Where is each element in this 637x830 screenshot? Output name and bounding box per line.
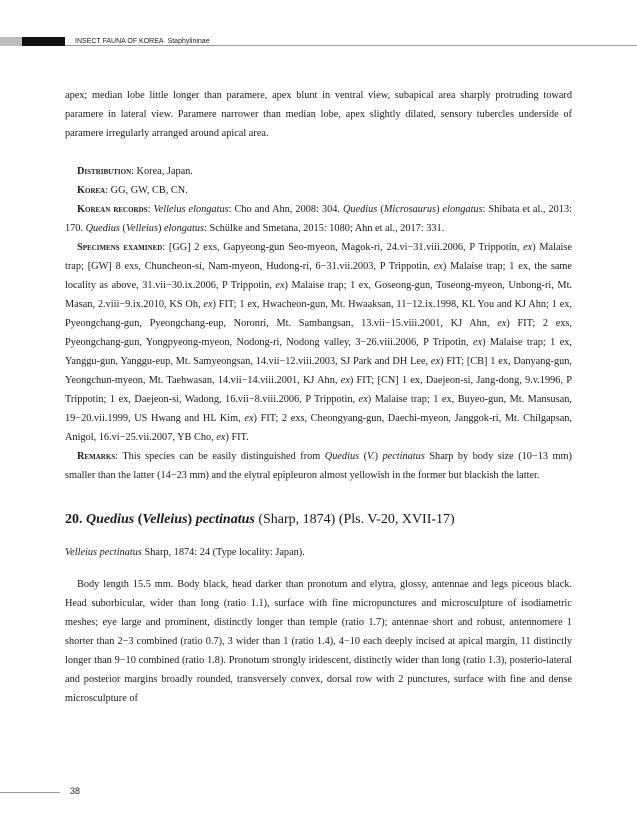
running-header-subtitle: Staphylininae (167, 38, 210, 45)
distribution-paragraph: Distribution: Korea, Japan. (77, 166, 193, 177)
header-black-block (22, 37, 65, 46)
species-heading: 20. Quedius (Velleius) pectinatus (Sharp, 1874) (Pls. V-20, XVII-17) (65, 512, 455, 527)
description-paragraph: Body length 15.5 mm. Body black, head darker than pronotum and elytra, glossy, antennae and legs piceous black. Head suborbicular, wider than long (ratio 1.1), surface with fine micropunctures and microsculpture of isodiametric meshes; eye large and prominent, distinctly longer than temple (ratio 1.7); antennae short and robust, antennomere 1 shorter than 2−3 combined (ratio 0.7), 3 wider than 1 (ratio 1.4), 4−10 each deeply incised at apical margin, 11 distinctly longer than 9−10 combined (ratio 1.8). Pronotum strongly iridescent, distinctly wider than long (ratio 1.3), posterio-lateral and posterior margins broadly rounded, transversely convex, dorsal row with 2 punctures, surface with fine and dense microsculpture of (65, 579, 572, 704)
remarks-label: Remarks (77, 451, 116, 462)
page-content (65, 86, 572, 708)
running-header-title: INSECT FAUNA OF KOREA (75, 38, 164, 45)
korea-label: Korea (77, 185, 106, 196)
running-header (75, 37, 210, 46)
synonym-name: Velleius pectinatus (65, 547, 142, 558)
species-authority: (Sharp, 1874) (Pls. V-20, XVII-17) (254, 512, 455, 527)
distribution-label: Distribution (77, 166, 132, 177)
page-number: 38 (70, 786, 81, 796)
korean-records-paragraph: Korean records: Velleius elongatus: Cho and Ahn, 2008: 304. Quedius (Microsaurus) elongatus: Shibata et al., 2013: 170. Quedius (Velleius) elongatus: Schülke and Smetana, 2015: 1080; Ahn et al., 2017: 331. (65, 204, 572, 234)
header-grey-block (0, 37, 22, 46)
synonym-paragraph: Velleius pectinatus Sharp, 1874: 24 (Type locality: Japan). (65, 547, 305, 558)
footer-rule (0, 792, 60, 793)
specimens-examined-paragraph: Specimens examined: [GG] 2 exs, Gapyeong-gun Seo-myeon, Magok-ri, 24.vi−31.viii.2006, P Trippotin, ex) Malaise trap; [GW] 8 exs, Chuncheon-si, Nam-myeon, Hudong-ri, 6−31.vii.2003, P Trippotin, ex) Malaise trap; 1 ex, the same locality as above, 31.vii−30.ix.2006, P Trippotin, ex) Malaise trap; 1 ex, Goseong-gun, Toseong-myeon, Unbong-ri, Mt. Masan, 2.viii−9.ix.2010, KS Oh, ex) FIT; 1 ex, Hwacheon-gun, Mt. Hwaaksan, 11−12.ix.1998, KL You and KJ Ahn; 1 ex, Pyeongchang-gun, Pyeongchang-eup, Noronri, Mt. Sambangsan, 13.vii−15.viii.2001, KJ Ahn, ex) FIT; 2 exs, Pyeongchang-gun, Yongpyeong-myeon, Nodong-ri, Nodong valley, 3−26.viii.2006, P Tripotin, ex) Malaise trap; 1 ex, Yanggu-gun, Yanggu-eup, Mt. Samyeongsan, 14.vii−12.viii.2003, SJ Park and DH Lee, ex) FIT; [CB] 1 ex, Danyang-gun, Yeongchun-myeon, Mt. Taehwasan, 14.vii−14.viii.2001, KJ Ahn, ex) FIT; [CN] 1 ex, Daejeon-si, Jang-dong, 9.v.1996, P Trippotin; 1 ex, Daejeon-si, Wadong, 16.vii−8.viii.2006, P Trippotin, ex) Malaise trap; 1 ex, Buyeo-gun, Mt. Mansusan, 19−20.vii.1999, US Hwang and HL Kim, ex) FIT; 2 exs, Cheongyang-gun, Daechi-myeon, Janggok-ri, Mt. Chilgapsan, Anigol, 16.vi−25.vii.2007, YB Cho, ex) FIT. (65, 242, 573, 443)
remarks-paragraph: Remarks: This species can be easily distinguished from Quedius (V.) pectinatus Sharp by body size (10−13 mm) smaller than the latter (14−23 mm) and the elytral epipleuron almost yellowish in the former but blackish the latter. (65, 451, 572, 481)
specimens-examined-label: Specimens examined (77, 242, 163, 253)
korea-paragraph: Korea: GG, GW, CB, CN. (77, 185, 188, 196)
intro-paragraph: apex; median lobe little longer than paramere, apex blunt in ventral view, subapical area sharply protruding toward paramere in lateral view. Paramere narrower than median lobe, apex slightly dilated, sensory tubercles underside of paramere irregularly arranged around apical area. (65, 90, 572, 139)
korean-records-label: Korean records (77, 204, 148, 215)
species-number: 20. (65, 512, 83, 527)
